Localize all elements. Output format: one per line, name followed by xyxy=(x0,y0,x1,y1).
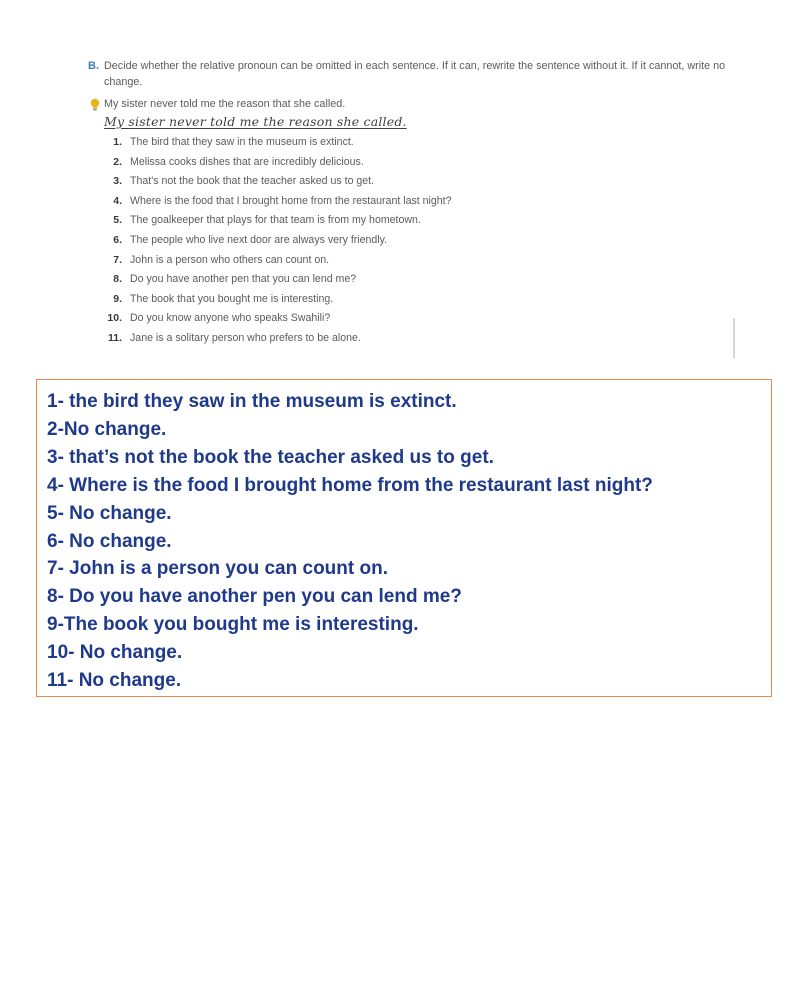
instruction-row xyxy=(88,58,748,90)
answer-line: 11- No change. xyxy=(47,670,182,692)
item-text: Do you know anyone who speaks Swahili? xyxy=(130,312,331,325)
item-text: Melissa cooks dishes that are incredibly delicious. xyxy=(130,155,364,168)
item-text: That's not the book that the teacher asked us to get. xyxy=(130,175,375,188)
item-number: 1. xyxy=(113,136,122,148)
exercise-letter: B. xyxy=(88,60,99,72)
item-number: 8. xyxy=(113,273,122,286)
item-number: 6. xyxy=(113,233,122,246)
answer-line: 3- that’s not the book the teacher asked us to get. xyxy=(47,446,494,468)
item-number: 5. xyxy=(113,214,122,227)
example-answer: My sister never told me the reason she called. xyxy=(104,114,407,129)
exercise-item xyxy=(88,290,748,310)
item-text: Do you have another pen that you can lend me? xyxy=(130,273,357,286)
answer-line: 8- Do you have another pen you can lend me? xyxy=(47,586,462,608)
item-text: The goalkeeper that plays for that team is from my hometown. xyxy=(130,214,421,227)
exercise-items xyxy=(88,133,748,349)
exercise-item xyxy=(88,211,748,231)
scan-edge-mark xyxy=(733,318,735,358)
exercise-item xyxy=(88,270,748,290)
item-text: The people who live next door are always very friendly. xyxy=(130,233,388,246)
item-text: The book that you bought me is interesting. xyxy=(130,292,334,305)
answer-line: 4- Where is the food I brought home from the restaurant last night? xyxy=(47,474,653,496)
answer-box xyxy=(36,379,772,697)
exercise-item xyxy=(88,251,748,271)
answer-list xyxy=(37,380,771,695)
exercise-section xyxy=(88,58,748,349)
item-text: The bird that they saw in the museum is extinct. xyxy=(130,136,354,148)
item-number: 9. xyxy=(113,292,122,305)
exercise-item xyxy=(88,133,748,153)
item-number: 2. xyxy=(113,155,122,168)
lightbulb-icon xyxy=(90,98,100,112)
answer-line: 10- No change. xyxy=(47,642,183,664)
item-text: John is a person who others can count on. xyxy=(130,253,330,266)
answer-line: 9-The book you bought me is interesting. xyxy=(47,614,419,636)
answer-line: 2-No change. xyxy=(47,418,167,440)
answer-line: 7- John is a person you can count on. xyxy=(47,558,388,580)
exercise-item xyxy=(88,309,748,329)
example-row xyxy=(88,96,748,130)
item-number: 4. xyxy=(113,194,122,207)
item-text: Where is the food that I brought home from the restaurant last night? xyxy=(130,194,452,207)
exercise-item xyxy=(88,153,748,173)
answer-line: 6- No change. xyxy=(47,530,172,552)
item-text: Jane is a solitary person who prefers to be alone. xyxy=(130,331,361,344)
exercise-instruction: Decide whether the relative pronoun can be omitted in each sentence. If it can, rewrite the sentence without it. If it cannot, write no change. xyxy=(104,60,726,88)
item-number: 11. xyxy=(107,331,122,344)
item-number: 3. xyxy=(113,175,122,188)
answer-line: 1- the bird they saw in the museum is extinct. xyxy=(47,391,457,412)
exercise-item xyxy=(88,192,748,212)
example-sentence: My sister never told me the reason that she called. xyxy=(104,98,346,110)
exercise-item xyxy=(88,172,748,192)
item-number: 7. xyxy=(113,253,122,266)
answer-line: 5- No change. xyxy=(47,502,172,524)
exercise-item xyxy=(88,329,748,349)
exercise-item xyxy=(88,231,748,251)
item-number: 10. xyxy=(107,312,122,325)
